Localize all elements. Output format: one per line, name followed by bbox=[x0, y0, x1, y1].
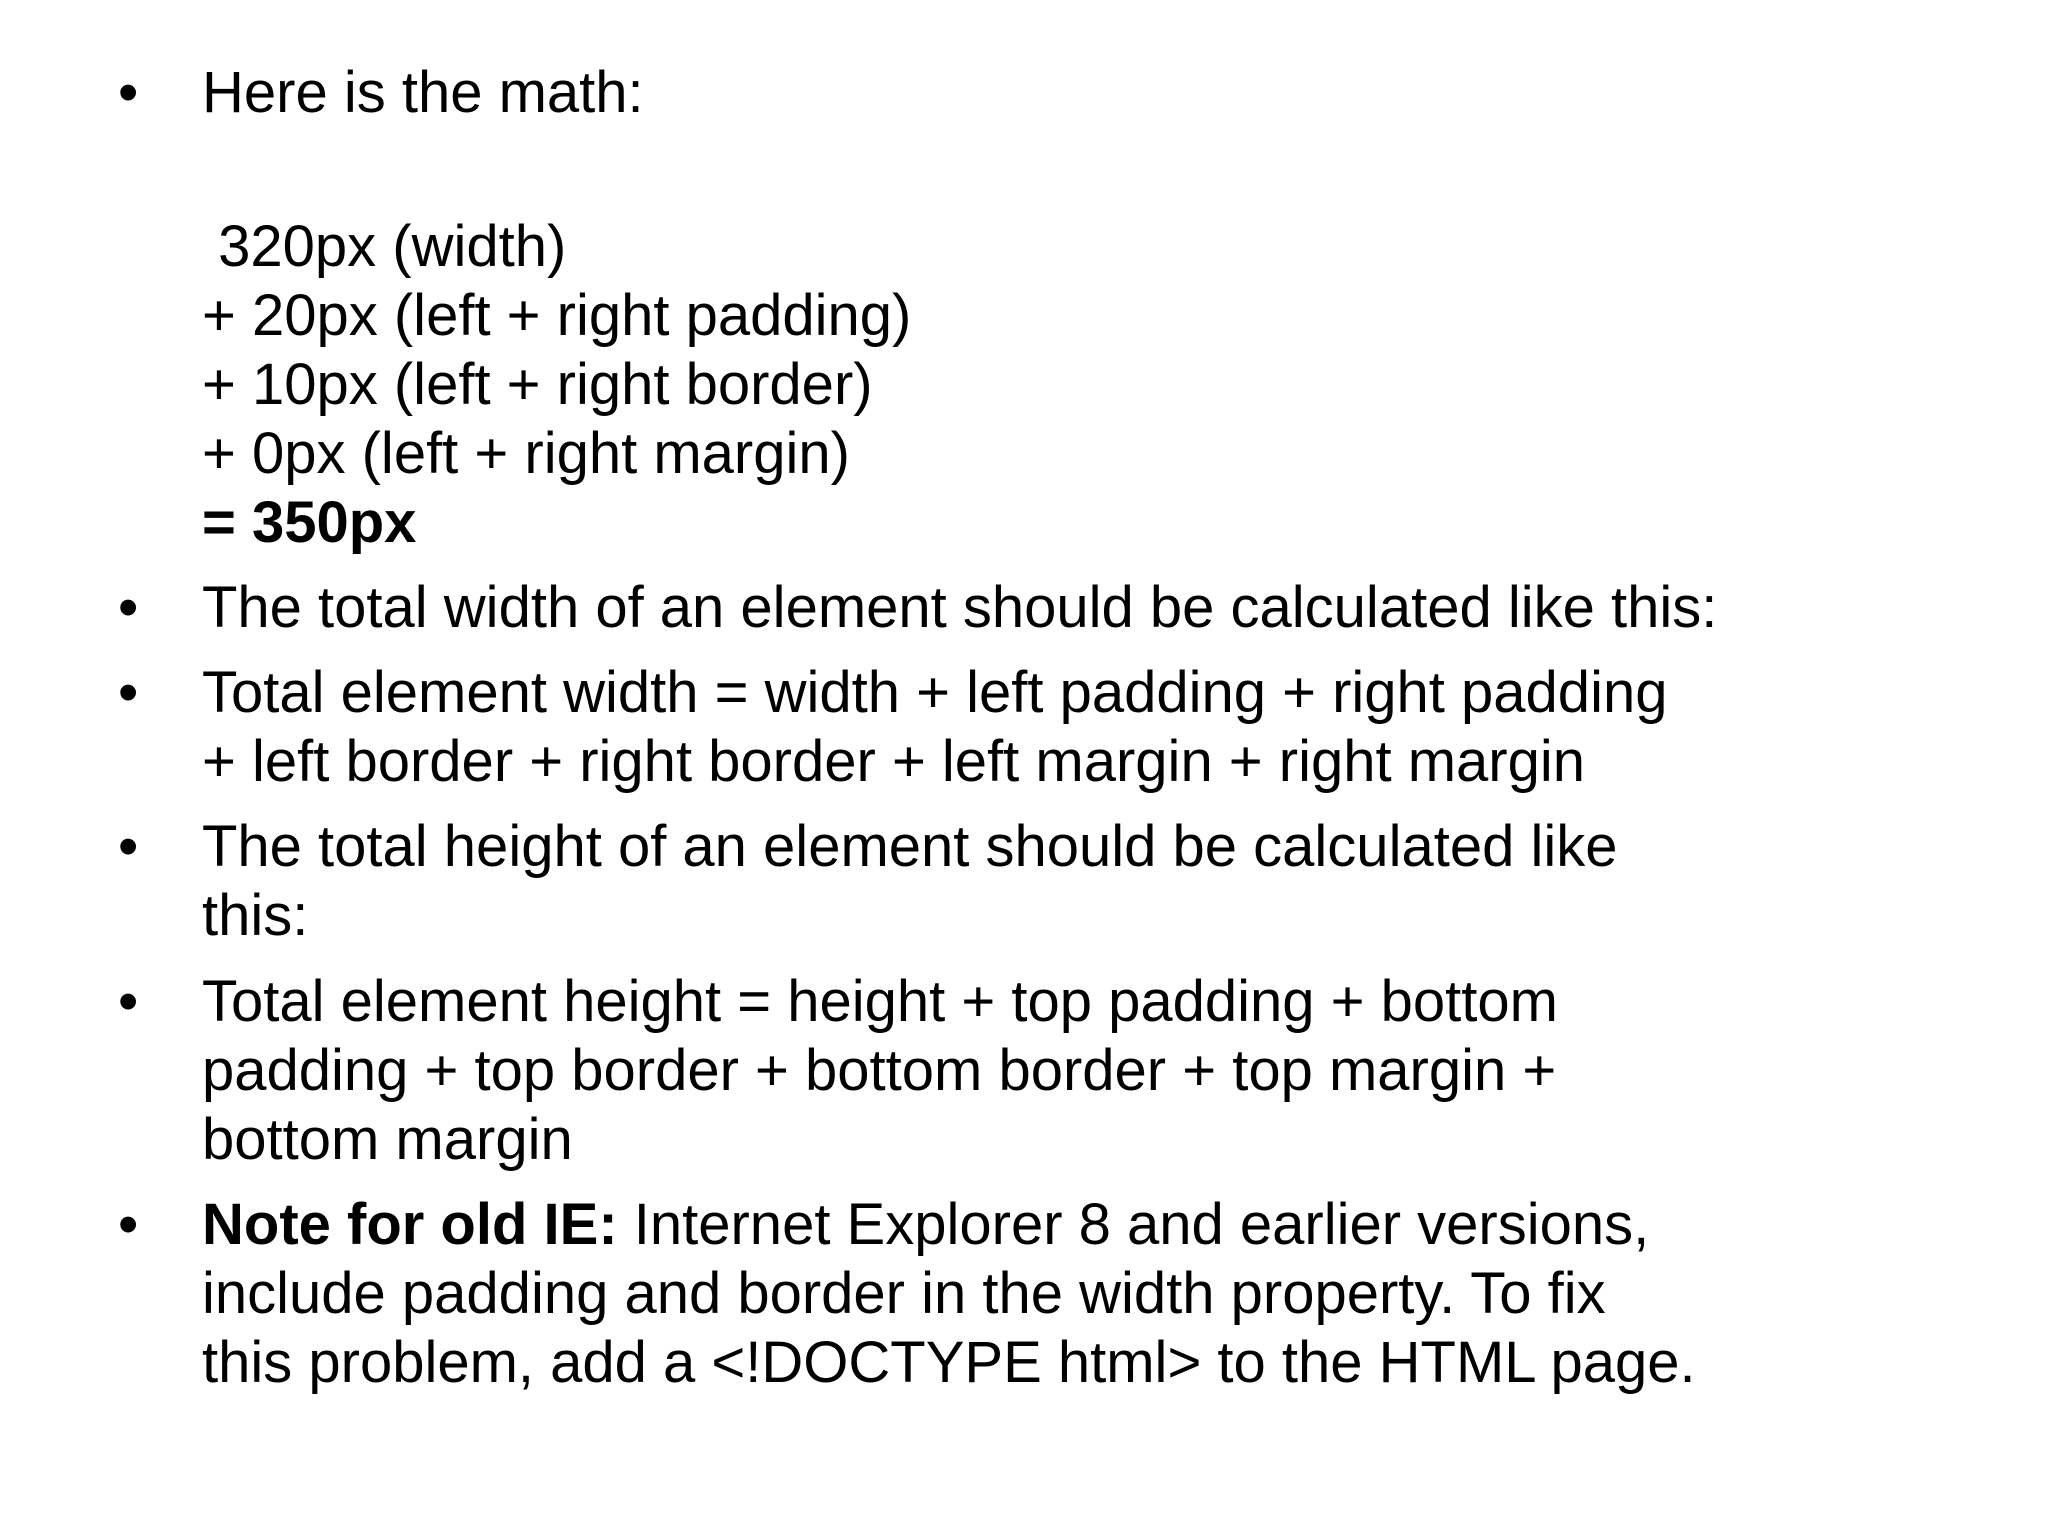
math-line: + 10px (left + right border) bbox=[202, 352, 873, 417]
bullet-line: The total height of an element should be calculated like bbox=[202, 814, 1618, 879]
bullet-line: bottom margin bbox=[202, 1107, 573, 1172]
note-line-1 bbox=[202, 1190, 2002, 1259]
bullet-line: this: bbox=[202, 883, 309, 948]
bullet-dot-icon: • bbox=[118, 1192, 139, 1257]
note-line-2: include padding and border in the width property. To fix bbox=[202, 1261, 1606, 1326]
math-line: + 20px (left + right padding) bbox=[202, 283, 912, 348]
note-text: Internet Explorer 8 and earlier versions, bbox=[617, 1192, 1650, 1257]
note-line-3: this problem, add a <!DOCTYPE html> to the HTML page. bbox=[202, 1330, 1696, 1395]
bullet-line: Total element height = height + top padding + bottom bbox=[202, 969, 1558, 1034]
bullet-dot-icon: • bbox=[118, 969, 139, 1034]
bullet-dot-icon: • bbox=[118, 60, 139, 125]
bullet-line: The total width of an element should be calculated like this: bbox=[202, 575, 1718, 640]
note-label: Note for old IE: bbox=[202, 1192, 618, 1257]
bullet-dot-icon: • bbox=[118, 814, 139, 879]
bullet-dot-icon: • bbox=[118, 575, 139, 640]
bullet-line: + left border + right border + left margin + right margin bbox=[202, 729, 1586, 794]
bullet-dot-icon: • bbox=[118, 660, 139, 725]
math-line: + 0px (left + right margin) bbox=[202, 421, 850, 486]
intro-text: Here is the math: bbox=[202, 60, 644, 125]
math-result: = 350px bbox=[202, 490, 417, 555]
bullet-line: padding + top border + bottom border + top margin + bbox=[202, 1038, 1557, 1103]
bullet-line: Total element width = width + left padding + right padding bbox=[202, 660, 1668, 725]
math-line: 320px (width) bbox=[202, 214, 567, 279]
